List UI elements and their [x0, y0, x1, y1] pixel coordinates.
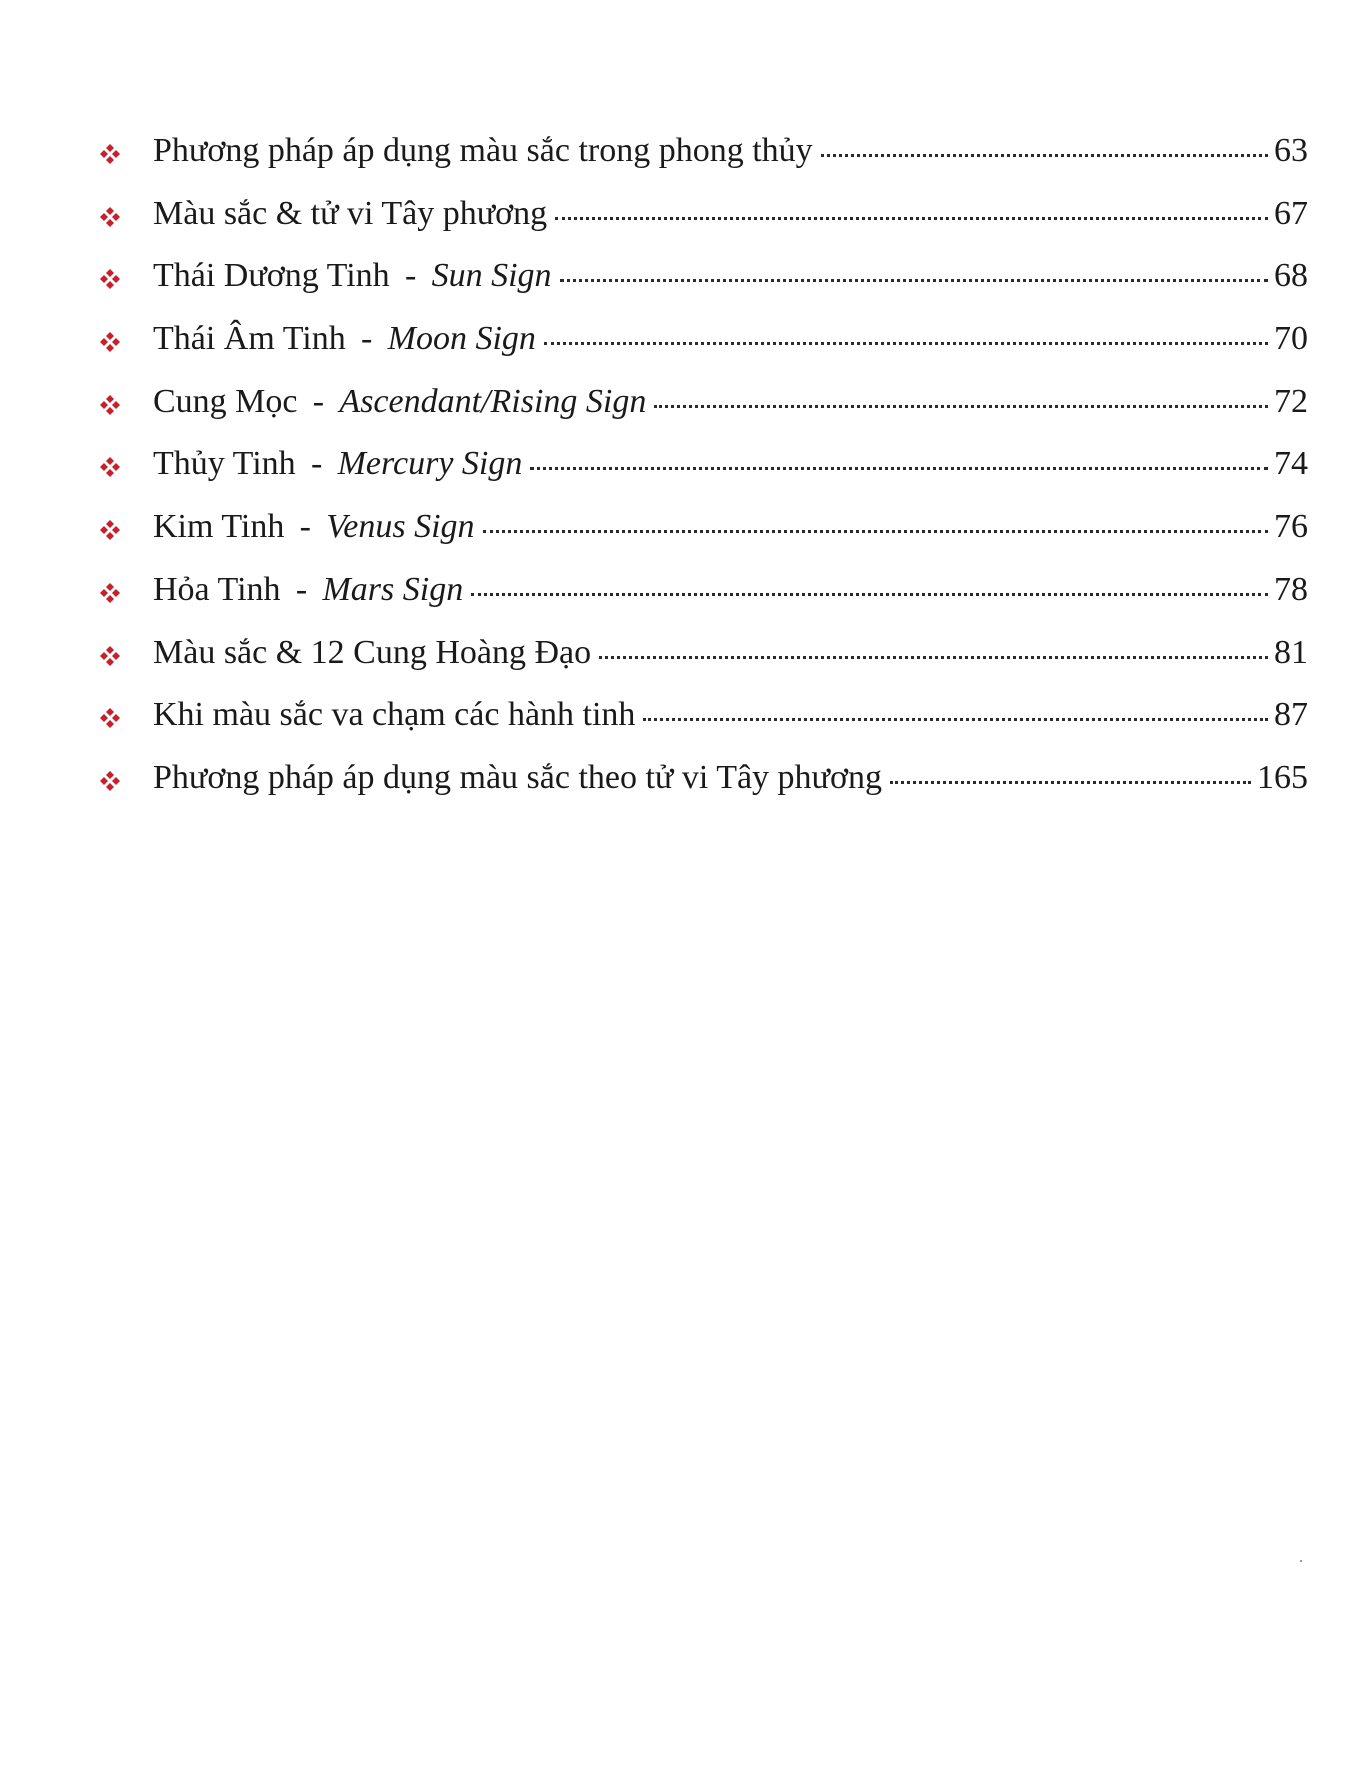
toc-entry-separator: - — [299, 508, 311, 546]
dot-leader — [599, 656, 1268, 659]
toc-entry-title-en: Venus Sign — [326, 508, 475, 546]
dot-leader — [471, 593, 1268, 596]
toc-entry[interactable] — [100, 433, 1308, 496]
dot-leader — [643, 718, 1268, 721]
toc-entry-separator: - — [312, 382, 325, 420]
toc-entry-title-vi: Phương pháp áp dụng màu sắc trong phong thủy — [153, 132, 813, 169]
toc-entry[interactable] — [100, 684, 1308, 747]
toc-entry-title-en: Mercury Sign — [337, 445, 523, 483]
toc-entry-page-number: 81 — [1274, 633, 1308, 671]
toc-entry-title — [153, 622, 591, 684]
dot-leader — [555, 217, 1268, 220]
toc-entry[interactable] — [100, 120, 1308, 183]
toc-entry-title-vi: Màu sắc & 12 Cung Hoàng Đạo — [153, 633, 592, 671]
four-diamond-bullet-icon — [100, 646, 120, 666]
toc-entry-page-number: 72 — [1274, 382, 1308, 420]
toc-entry-title — [153, 371, 646, 433]
toc-entry[interactable] — [100, 245, 1308, 308]
toc-entry-page-number: 63 — [1274, 132, 1308, 169]
toc-entry-title-vi: Cung Mọc — [153, 382, 298, 420]
toc-entry-title-vi: Thủy Tinh — [153, 445, 296, 483]
four-diamond-bullet-icon — [100, 269, 120, 289]
toc-entry-separator: - — [310, 445, 323, 483]
toc-entry-title — [153, 308, 536, 370]
toc-entry[interactable] — [100, 371, 1308, 434]
toc-entry-title-vi: Khi màu sắc va chạm các hành tinh — [153, 696, 636, 734]
toc-entry-title-vi: Kim Tinh — [153, 508, 285, 546]
toc-entry-title-vi: Màu sắc & tử vi Tây phương — [153, 194, 548, 232]
four-diamond-bullet-icon — [100, 520, 120, 540]
toc-entry-page-number: 68 — [1274, 257, 1308, 295]
toc-entry-title — [153, 496, 475, 558]
dot-leader — [890, 781, 1251, 784]
four-diamond-bullet-icon — [100, 207, 120, 227]
toc-entry-title-en: Sun Sign — [431, 257, 552, 295]
toc-entry[interactable] — [100, 622, 1308, 685]
toc-entry-separator: - — [404, 257, 417, 295]
toc-entry-title-en: Ascendant/Rising Sign — [339, 382, 647, 420]
toc-entry[interactable] — [100, 308, 1308, 371]
toc-entry-page-number: 74 — [1274, 445, 1308, 483]
dot-leader — [560, 279, 1268, 282]
toc-entry[interactable] — [100, 559, 1308, 622]
toc-entry-title — [153, 559, 463, 621]
four-diamond-bullet-icon — [100, 583, 120, 603]
four-diamond-bullet-icon — [100, 144, 120, 164]
toc-entry-title — [153, 245, 552, 307]
toc-entry-title — [153, 684, 635, 746]
four-diamond-bullet-icon — [100, 708, 120, 728]
dot-leader — [544, 342, 1268, 345]
toc-entry-title — [153, 747, 882, 809]
dot-leader — [530, 467, 1268, 470]
four-diamond-bullet-icon — [100, 771, 120, 791]
toc-entry-title — [153, 120, 813, 182]
toc-entry[interactable] — [100, 747, 1308, 810]
toc-entry[interactable] — [100, 183, 1308, 246]
toc-entry-title-vi: Phương pháp áp dụng màu sắc theo tử vi Tây phương — [153, 758, 882, 796]
toc-entry-title — [153, 183, 547, 245]
toc-entry-title-vi: Thái Dương Tinh — [153, 257, 390, 295]
toc-entry-page-number: 76 — [1274, 508, 1308, 546]
toc-entry-separator: - — [295, 570, 308, 608]
toc-entry-page-number: 165 — [1257, 758, 1308, 796]
toc-entry-title — [153, 433, 522, 495]
scan-speck — [1300, 1560, 1302, 1562]
toc-entry-title-en: Moon Sign — [387, 320, 536, 358]
toc-entry-page-number: 67 — [1274, 194, 1308, 232]
toc-entry-page-number: 70 — [1274, 320, 1308, 358]
four-diamond-bullet-icon — [100, 457, 120, 477]
dot-leader — [654, 405, 1268, 408]
dot-leader — [821, 154, 1268, 157]
dot-leader — [483, 530, 1268, 533]
toc-entry-title-vi: Thái Âm Tinh — [153, 320, 346, 358]
toc-entry-page-number: 87 — [1274, 696, 1308, 734]
four-diamond-bullet-icon — [100, 395, 120, 415]
toc-entry[interactable] — [100, 496, 1308, 559]
table-of-contents — [100, 120, 1308, 810]
toc-entry-title-en: Mars Sign — [322, 570, 464, 608]
toc-entry-title-vi: Hỏa Tinh — [153, 570, 281, 608]
toc-entry-page-number: 78 — [1274, 570, 1308, 608]
toc-entry-separator: - — [361, 320, 373, 358]
four-diamond-bullet-icon — [100, 332, 120, 352]
